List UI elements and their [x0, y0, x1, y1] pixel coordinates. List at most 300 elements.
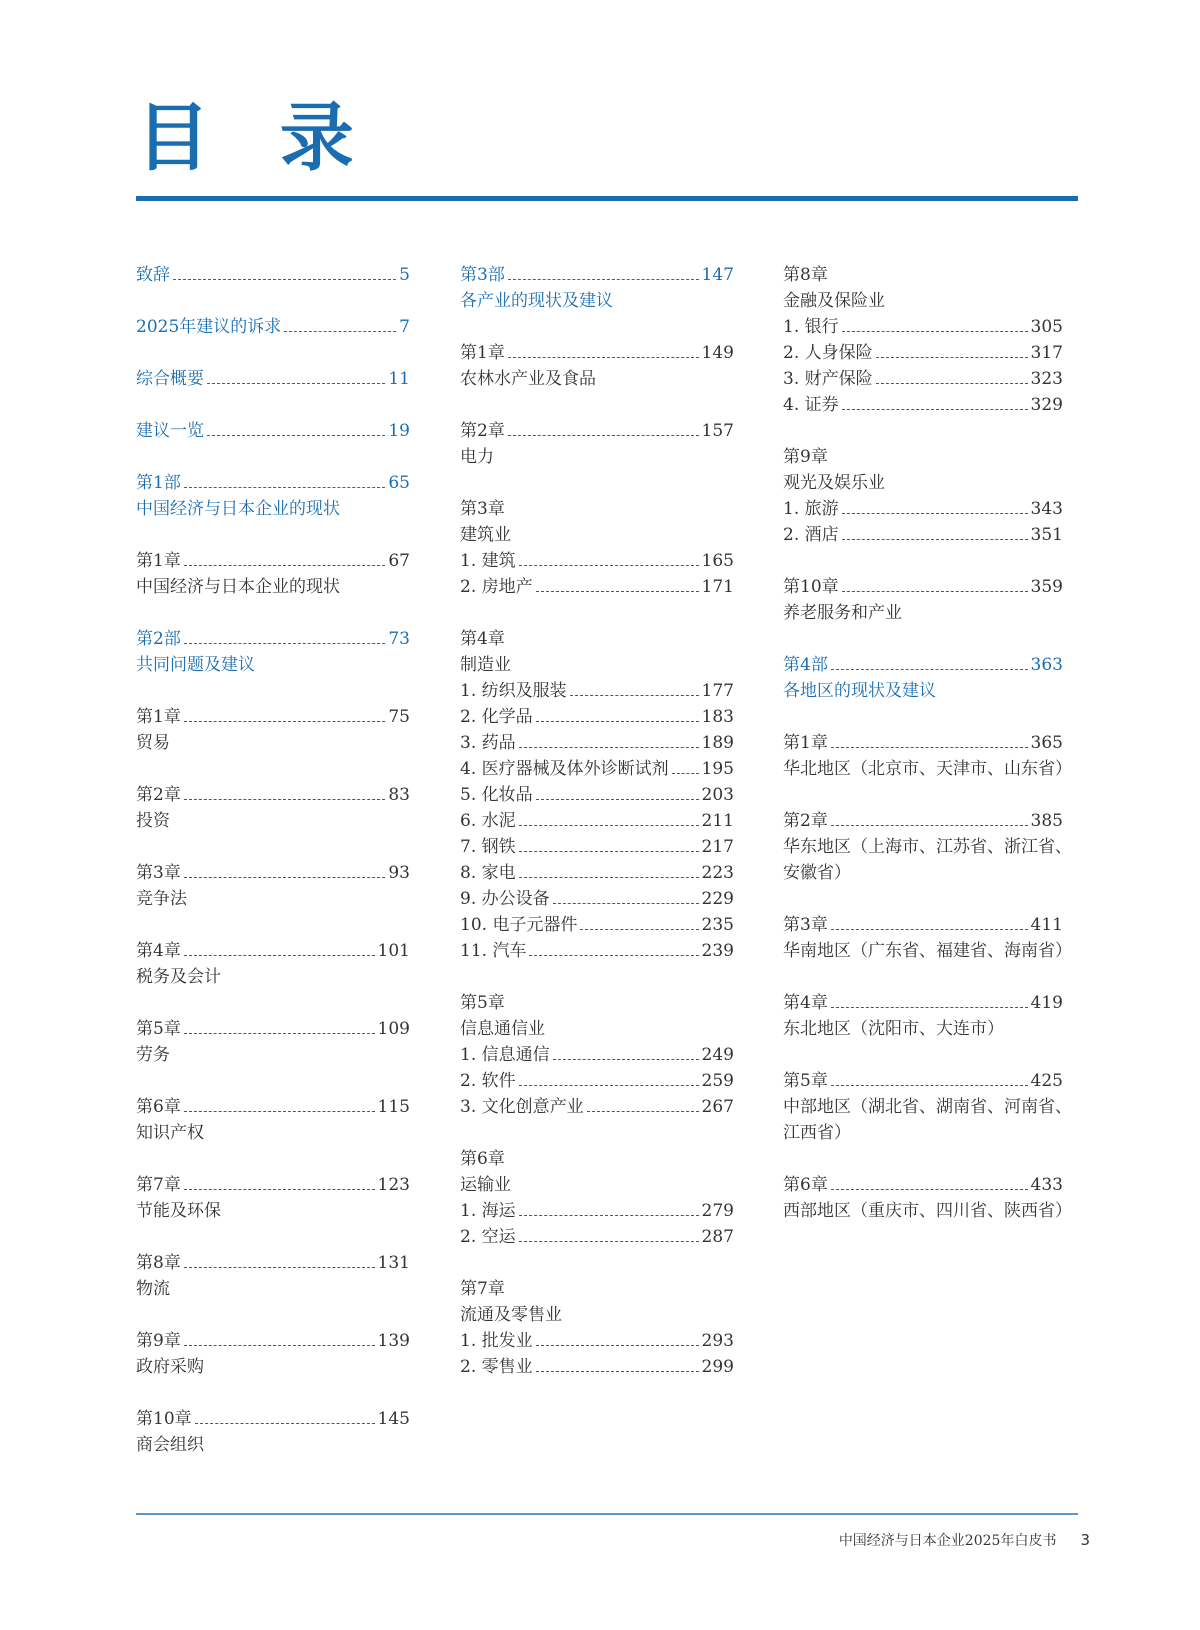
- toc-label: 第2章: [783, 811, 828, 831]
- toc-entry[interactable]: [460, 834, 734, 860]
- toc-heading: [460, 652, 734, 678]
- toc-label: 2. 房地产: [460, 577, 533, 597]
- toc-label: 华北地区（北京市、天津市、山东省）: [783, 759, 1072, 779]
- toc-column-2: [460, 262, 734, 1380]
- toc-heading: [136, 964, 410, 990]
- toc-page-number: 5: [399, 265, 410, 285]
- toc-label: 第6章: [460, 1149, 505, 1169]
- toc-entry[interactable]: [460, 756, 734, 782]
- toc-label: 第1章: [460, 343, 505, 363]
- toc-entry[interactable]: [136, 1172, 410, 1198]
- dot-leader: [842, 513, 1028, 514]
- toc-entry[interactable]: [783, 522, 1063, 548]
- toc-page-number: 279: [701, 1201, 734, 1221]
- toc-heading: [136, 886, 410, 912]
- toc-label: 第9章: [783, 447, 828, 467]
- toc-label: 1. 海运: [460, 1201, 516, 1221]
- toc-entry[interactable]: [460, 1224, 734, 1250]
- toc-heading: [783, 938, 1072, 964]
- toc-label: 第7章: [136, 1175, 181, 1195]
- toc-heading: [136, 496, 410, 522]
- toc-page-number: 305: [1030, 317, 1063, 337]
- toc-entry[interactable]: [460, 1068, 734, 1094]
- toc-entry[interactable]: [460, 860, 734, 886]
- dot-leader: [184, 565, 386, 566]
- toc-label: 农林水产业及食品: [460, 369, 596, 389]
- toc-column-3: [783, 262, 1072, 1224]
- toc-page-number: 75: [388, 707, 410, 727]
- toc-label: 2. 人身保险: [783, 343, 873, 363]
- dot-leader: [842, 591, 1028, 592]
- toc-label: 1. 旅游: [783, 499, 839, 519]
- dot-leader: [184, 799, 386, 800]
- dot-leader: [184, 643, 386, 644]
- toc-label: 第8章: [783, 265, 828, 285]
- toc-heading: [783, 834, 1072, 860]
- toc-entry[interactable]: [136, 1250, 410, 1276]
- toc-entry[interactable]: [136, 626, 410, 652]
- dot-leader: [570, 695, 699, 696]
- toc-entry[interactable]: [460, 548, 734, 574]
- dot-leader: [842, 409, 1028, 410]
- toc-heading: [783, 1120, 1063, 1146]
- toc-label: 各地区的现状及建议: [783, 681, 936, 701]
- toc-label: 8. 家电: [460, 863, 516, 883]
- footer: [839, 1530, 1090, 1550]
- toc-entry[interactable]: [460, 912, 734, 938]
- dot-leader: [519, 565, 699, 566]
- toc-label: 竞争法: [136, 889, 187, 909]
- toc-entry[interactable]: [783, 574, 1063, 600]
- toc-label: 第8章: [136, 1253, 181, 1273]
- dot-leader: [831, 1007, 1028, 1008]
- toc-label: 第5章: [460, 993, 505, 1013]
- toc-entry[interactable]: [136, 418, 410, 444]
- toc-label: 投资: [136, 811, 170, 831]
- dot-leader: [508, 357, 699, 358]
- dot-leader: [536, 591, 699, 592]
- dot-leader: [519, 1215, 699, 1216]
- toc-label: 2. 软件: [460, 1071, 516, 1091]
- toc-page-number: 293: [701, 1331, 734, 1351]
- toc-entry[interactable]: [783, 990, 1063, 1016]
- toc-label: 2. 空运: [460, 1227, 516, 1247]
- toc-page-number: 323: [1030, 369, 1063, 389]
- toc-heading: [136, 730, 410, 756]
- toc-label: 2025年建议的诉求: [136, 317, 282, 337]
- toc-entry[interactable]: [136, 1406, 410, 1432]
- toc-label: 5. 化妆品: [460, 785, 533, 805]
- toc-heading: [460, 444, 734, 470]
- toc-page-number: 419: [1030, 993, 1063, 1013]
- dot-leader: [536, 1371, 699, 1372]
- toc-page-number: 67: [388, 551, 410, 571]
- dot-leader: [672, 773, 699, 774]
- toc-entry[interactable]: [783, 652, 1063, 678]
- toc-label: 4. 医疗器械及体外诊断试剂: [460, 759, 669, 779]
- toc-page-number: 7: [399, 317, 410, 337]
- toc-entry[interactable]: [460, 1328, 734, 1354]
- toc-heading: [783, 1016, 1063, 1042]
- toc-heading: [783, 470, 1063, 496]
- toc-page-number: 287: [701, 1227, 734, 1247]
- toc-label: 江西省）: [783, 1123, 851, 1143]
- dot-leader: [184, 1189, 375, 1190]
- dot-leader: [519, 747, 699, 748]
- toc-page-number: 183: [701, 707, 734, 727]
- dot-leader: [519, 851, 699, 852]
- toc-label: 11. 汽车: [460, 941, 527, 961]
- dot-leader: [184, 955, 375, 956]
- dot-leader: [184, 487, 386, 488]
- toc-label: 第3章: [783, 915, 828, 935]
- toc-heading: [460, 288, 734, 314]
- toc-heading: [460, 1276, 734, 1302]
- toc-entry[interactable]: [136, 1016, 410, 1042]
- footer-book-title: 中国经济与日本企业2025年白皮书: [838, 1533, 1057, 1549]
- toc-label: 第6章: [783, 1175, 828, 1195]
- toc-page-number: 165: [701, 551, 734, 571]
- toc-heading: [783, 262, 1063, 288]
- dot-leader: [508, 279, 699, 280]
- toc-entry[interactable]: [136, 366, 410, 392]
- dot-leader: [284, 331, 396, 332]
- toc-label: 西部地区（重庆市、四川省、陕西省）: [783, 1201, 1072, 1221]
- toc-label: 第1章: [136, 551, 181, 571]
- toc-label: 安徽省）: [783, 863, 851, 883]
- toc-heading: [783, 1094, 1072, 1120]
- toc-label: 知识产权: [136, 1123, 204, 1143]
- toc-page-number: 239: [701, 941, 734, 961]
- toc-page-number: 123: [377, 1175, 410, 1195]
- toc-label: 劳务: [136, 1045, 170, 1065]
- toc-entry[interactable]: [460, 340, 734, 366]
- toc-page-number: 217: [701, 837, 734, 857]
- toc-entry[interactable]: [460, 808, 734, 834]
- dot-leader: [842, 539, 1028, 540]
- toc-label: 养老服务和产业: [783, 603, 902, 623]
- toc-label: 3. 财产保险: [783, 369, 873, 389]
- toc-page-number: 131: [377, 1253, 410, 1273]
- dot-leader: [519, 1241, 699, 1242]
- toc-page-number: 189: [701, 733, 734, 753]
- toc-entry[interactable]: [460, 782, 734, 808]
- dot-leader: [831, 747, 1028, 748]
- toc-label: 第1部: [136, 473, 181, 493]
- toc-entry[interactable]: [136, 704, 410, 730]
- toc-heading: [460, 1016, 734, 1042]
- toc-entry[interactable]: [460, 678, 734, 704]
- toc-label: 运输业: [460, 1175, 511, 1195]
- toc-entry[interactable]: [783, 496, 1063, 522]
- toc-heading: [136, 1042, 410, 1068]
- toc-column-1: [136, 262, 410, 1458]
- toc-heading: [460, 626, 734, 652]
- toc-label: 建议一览: [136, 421, 204, 441]
- toc-label: 制造业: [460, 655, 511, 675]
- toc-label: 第4章: [783, 993, 828, 1013]
- toc-label: 第4章: [460, 629, 505, 649]
- toc-label: 2. 化学品: [460, 707, 533, 727]
- toc-entry[interactable]: [783, 340, 1063, 366]
- toc-entry[interactable]: [460, 730, 734, 756]
- toc-label: 4. 证券: [783, 395, 839, 415]
- dot-leader: [184, 1345, 375, 1346]
- toc-page-number: 149: [701, 343, 734, 363]
- dot-leader: [876, 357, 1028, 358]
- toc-label: 物流: [136, 1279, 170, 1299]
- toc-heading: [783, 600, 1063, 626]
- dot-leader: [207, 435, 385, 436]
- toc-label: 第5章: [136, 1019, 181, 1039]
- toc-label: 1. 银行: [783, 317, 839, 337]
- page-number: 3: [1080, 1531, 1090, 1549]
- toc-label: 3. 药品: [460, 733, 516, 753]
- toc-page-number: 93: [388, 863, 410, 883]
- toc-entry[interactable]: [136, 860, 410, 886]
- toc-entry[interactable]: [460, 1042, 734, 1068]
- toc-label: 第10章: [783, 577, 839, 597]
- toc-entry[interactable]: [783, 1172, 1063, 1198]
- toc-label: 9. 办公设备: [460, 889, 550, 909]
- dot-leader: [842, 331, 1028, 332]
- toc-entry[interactable]: [783, 392, 1063, 418]
- toc-heading: [136, 1432, 410, 1458]
- dot-leader: [580, 929, 698, 930]
- toc-label: 致辞: [136, 265, 170, 285]
- toc-label: 节能及环保: [136, 1201, 221, 1221]
- toc-entry[interactable]: [783, 730, 1063, 756]
- toc-label: 第5章: [783, 1071, 828, 1091]
- toc-page-number: 171: [701, 577, 734, 597]
- toc-page-number: 329: [1030, 395, 1063, 415]
- toc-page-number: 211: [701, 811, 734, 831]
- dot-leader: [195, 1423, 375, 1424]
- toc-page-number: 109: [377, 1019, 410, 1039]
- dot-leader: [876, 383, 1028, 384]
- toc-page-number: 425: [1030, 1071, 1063, 1091]
- toc-page-number: 229: [701, 889, 734, 909]
- toc-entry[interactable]: [460, 1354, 734, 1380]
- dot-leader: [519, 825, 699, 826]
- toc-heading: [460, 522, 734, 548]
- toc-label: 政府采购: [136, 1357, 204, 1377]
- toc-label: 1. 纺织及服装: [460, 681, 567, 701]
- toc-heading: [460, 496, 734, 522]
- toc-label: 综合概要: [136, 369, 204, 389]
- toc-page-number: 177: [701, 681, 734, 701]
- toc-label: 第2部: [136, 629, 181, 649]
- toc-label: 第9章: [136, 1331, 181, 1351]
- dot-leader: [831, 929, 1028, 930]
- toc-label: 1. 批发业: [460, 1331, 533, 1351]
- toc-label: 建筑业: [460, 525, 511, 545]
- toc-label: 2. 酒店: [783, 525, 839, 545]
- toc-entry[interactable]: [460, 574, 734, 600]
- top-rule: [136, 196, 1078, 201]
- toc-entry[interactable]: [783, 314, 1063, 340]
- toc-heading: [460, 1302, 734, 1328]
- toc-entry[interactable]: [136, 1094, 410, 1120]
- toc-page-number: 235: [701, 915, 734, 935]
- toc-label: 流通及零售业: [460, 1305, 562, 1325]
- toc-entry[interactable]: [136, 782, 410, 808]
- toc-label: 第2章: [460, 421, 505, 441]
- dot-leader: [831, 825, 1028, 826]
- dot-leader: [831, 1085, 1028, 1086]
- toc-heading: [136, 1120, 410, 1146]
- toc-entry[interactable]: [783, 1068, 1063, 1094]
- toc-label: 电力: [460, 447, 494, 467]
- toc-heading: [460, 1146, 734, 1172]
- toc-label: 第4章: [136, 941, 181, 961]
- toc-entry[interactable]: [136, 470, 410, 496]
- toc-heading: [136, 1354, 410, 1380]
- toc-label: 第10章: [136, 1409, 192, 1429]
- toc-label: 观光及娱乐业: [783, 473, 885, 493]
- toc-entry[interactable]: [460, 704, 734, 730]
- dot-leader: [184, 1033, 375, 1034]
- toc-label: 华东地区（上海市、江苏省、浙江省、: [783, 837, 1072, 857]
- toc-page-number: 195: [701, 759, 734, 779]
- toc-label: 6. 水泥: [460, 811, 516, 831]
- toc-entry[interactable]: [783, 912, 1063, 938]
- toc-label: 第7章: [460, 1279, 505, 1299]
- toc-label: 第1章: [136, 707, 181, 727]
- toc-label: 7. 钢铁: [460, 837, 516, 857]
- toc-page-number: 115: [377, 1097, 410, 1117]
- toc-heading: [783, 288, 1063, 314]
- toc-label: 第3章: [136, 863, 181, 883]
- toc-page-number: 147: [701, 265, 734, 285]
- page-title: 目 录: [136, 95, 376, 181]
- toc-page-number: 145: [377, 1409, 410, 1429]
- toc-heading: [136, 808, 410, 834]
- dot-leader: [529, 955, 698, 956]
- toc-page-number: 363: [1030, 655, 1063, 675]
- dot-leader: [508, 435, 699, 436]
- toc-entry[interactable]: [460, 886, 734, 912]
- toc-entry[interactable]: [136, 314, 410, 340]
- toc-page-number: 433: [1030, 1175, 1063, 1195]
- toc-label: 税务及会计: [136, 967, 221, 987]
- toc-entry[interactable]: [136, 548, 410, 574]
- toc-label: 金融及保险业: [783, 291, 885, 311]
- toc-page-number: 259: [701, 1071, 734, 1091]
- toc-entry[interactable]: [136, 1328, 410, 1354]
- dot-leader: [831, 1189, 1028, 1190]
- toc-label: 第3章: [460, 499, 505, 519]
- toc-label: 1. 建筑: [460, 551, 516, 571]
- toc-label: 第3部: [460, 265, 505, 285]
- toc-page-number: 351: [1030, 525, 1063, 545]
- toc-page-number: 317: [1030, 343, 1063, 363]
- dot-leader: [184, 1267, 375, 1268]
- toc-page-number: 343: [1030, 499, 1063, 519]
- toc-page-number: 365: [1030, 733, 1063, 753]
- toc-label: 商会组织: [136, 1435, 204, 1455]
- toc-entry[interactable]: [136, 938, 410, 964]
- toc-label: 3. 文化创意产业: [460, 1097, 584, 1117]
- dot-leader: [207, 383, 385, 384]
- dot-leader: [587, 1111, 699, 1112]
- toc-label: 共同问题及建议: [136, 655, 255, 675]
- toc-page-number: 385: [1030, 811, 1063, 831]
- dot-leader: [184, 721, 386, 722]
- toc-heading: [136, 652, 410, 678]
- dot-leader: [184, 877, 386, 878]
- toc-entry[interactable]: [136, 262, 410, 288]
- toc-label: 东北地区（沈阳市、大连市）: [783, 1019, 1004, 1039]
- toc-page-number: 267: [701, 1097, 734, 1117]
- toc-heading: [783, 1198, 1072, 1224]
- toc-page-number: 359: [1030, 577, 1063, 597]
- toc-label: 第4部: [783, 655, 828, 675]
- dot-leader: [519, 877, 699, 878]
- dot-leader: [536, 799, 699, 800]
- toc-label: 华南地区（广东省、福建省、海南省）: [783, 941, 1072, 961]
- toc-page-number: 73: [388, 629, 410, 649]
- toc-heading: [136, 574, 410, 600]
- toc-page-number: 299: [701, 1357, 734, 1377]
- toc-page-number: 83: [388, 785, 410, 805]
- toc-heading: [783, 678, 1063, 704]
- toc-entry[interactable]: [783, 366, 1063, 392]
- toc-entry[interactable]: [460, 1198, 734, 1224]
- dot-leader: [173, 279, 396, 280]
- toc-entry[interactable]: [460, 262, 734, 288]
- toc-label: 第2章: [136, 785, 181, 805]
- toc-label: 信息通信业: [460, 1019, 545, 1039]
- toc-label: 中部地区（湖北省、湖南省、河南省、: [783, 1097, 1072, 1117]
- dot-leader: [536, 721, 699, 722]
- toc-heading: [460, 990, 734, 1016]
- toc-label: 中国经济与日本企业的现状: [136, 499, 340, 519]
- toc-page-number: 223: [701, 863, 734, 883]
- toc-page-number: 101: [377, 941, 410, 961]
- toc-page-number: 11: [388, 369, 410, 389]
- toc-entry[interactable]: [783, 808, 1063, 834]
- toc-label: 第6章: [136, 1097, 181, 1117]
- toc-label: 各产业的现状及建议: [460, 291, 613, 311]
- dot-leader: [536, 1345, 699, 1346]
- toc-entry[interactable]: [460, 938, 734, 964]
- toc-heading: [783, 444, 1063, 470]
- dot-leader: [519, 1085, 699, 1086]
- toc-page-number: 19: [388, 421, 410, 441]
- toc-page-number: 249: [701, 1045, 734, 1065]
- toc-heading: [136, 1276, 410, 1302]
- toc-heading: [783, 756, 1072, 782]
- toc-entry[interactable]: [460, 418, 734, 444]
- toc-page-number: 139: [377, 1331, 410, 1351]
- dot-leader: [553, 1059, 699, 1060]
- toc-page-number: 203: [701, 785, 734, 805]
- toc-heading: [136, 1198, 410, 1224]
- toc-label: 中国经济与日本企业的现状: [136, 577, 340, 597]
- toc-heading: [783, 860, 1063, 886]
- toc-label: 2. 零售业: [460, 1357, 533, 1377]
- toc-label: 1. 信息通信: [460, 1045, 550, 1065]
- dot-leader: [184, 1111, 375, 1112]
- toc-heading: [460, 366, 734, 392]
- toc-label: 贸易: [136, 733, 170, 753]
- toc-label: 第1章: [783, 733, 828, 753]
- toc-entry[interactable]: [460, 1094, 734, 1120]
- toc-label: 10. 电子元器件: [460, 915, 578, 935]
- dot-leader: [553, 903, 699, 904]
- toc-page-number: 411: [1030, 915, 1063, 935]
